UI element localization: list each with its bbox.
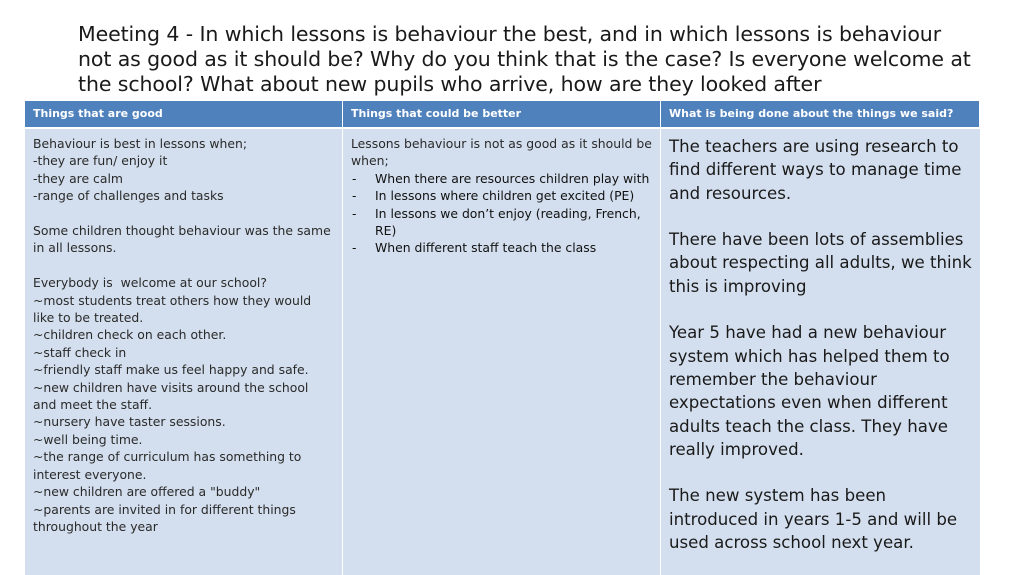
good-spacer <box>33 205 334 222</box>
good-line: ~children check on each other. <box>33 327 227 343</box>
good-line: ~nursery have taster sessions. <box>33 414 226 430</box>
action-paragraph: Year 5 have had a new behaviour system which has helped them to remember the behaviour expectations even when different adults teach the class. They have really improved. <box>669 323 950 459</box>
list-item <box>351 187 652 204</box>
better-list <box>351 170 652 257</box>
good-line: ~new children are offered a "buddy" <box>33 484 261 500</box>
list-item <box>351 239 652 256</box>
bullet-dash: - <box>352 240 357 256</box>
header-actions: What is being done about the things we said? <box>661 101 980 127</box>
good-line: -they are fun/ enjoy it <box>33 153 168 169</box>
good-line: -they are calm <box>33 170 123 186</box>
cell-things-good <box>25 127 343 575</box>
list-item <box>351 170 652 187</box>
good-spacer <box>33 257 334 274</box>
good-line: Some children thought behaviour was the same in all lessons. <box>33 223 335 256</box>
good-line: ~new children have visits around the school and meet the staff. <box>33 379 313 413</box>
action-paragraph: There have been lots of assemblies about respecting all adults, we think this is improving <box>669 230 972 296</box>
good-line: ~friendly staff make us feel happy and safe. <box>33 362 309 378</box>
header-things-good: Things that are good <box>25 101 343 127</box>
better-intro: Lessons behaviour is not as good as it should be when; <box>351 136 652 169</box>
better-item-text: When there are resources children play with <box>375 170 650 186</box>
good-line: ~well being time. <box>33 431 143 447</box>
bullet-dash: - <box>352 188 357 204</box>
header-things-better: Things that could be better <box>343 101 661 127</box>
action-paragraph: The teachers are using research to find different ways to manage time and resources. <box>669 137 962 203</box>
action-paragraph: The new system has been introduced in years 1-5 and will be used across school next year. <box>669 486 958 553</box>
bullet-dash: - <box>352 170 357 186</box>
list-item <box>351 205 652 240</box>
bullet-dash: - <box>352 205 357 221</box>
better-item-text: When different staff teach the class <box>375 240 597 256</box>
good-line: ~parents are invited in for different things throughout the year <box>33 501 300 534</box>
better-item-text: In lessons where children get excited (PE) <box>375 188 635 204</box>
good-line: ~most students treat others how they would like to be treated. <box>33 292 316 326</box>
good-line: -range of challenges and tasks <box>33 188 224 204</box>
better-item-text: In lessons we don’t enjoy (reading, French, RE) <box>375 205 641 239</box>
good-line: Everybody is welcome at our school? <box>33 275 267 291</box>
cell-actions <box>661 127 980 575</box>
good-line: Behaviour is best in lessons when; <box>33 136 248 151</box>
slide-title: Meeting 4 - In which lessons is behaviour the best, and in which lessons is behaviour not as good as it should be? Why do you think that is the case? Is everyone welcome at the school? What about new pupils who arrive, how are they looked after <box>78 22 971 96</box>
good-line: ~the range of curriculum has something to interest everyone. <box>33 449 306 482</box>
good-line: ~staff check in <box>33 344 127 360</box>
cell-things-better <box>343 127 661 575</box>
feedback-table <box>25 101 980 575</box>
